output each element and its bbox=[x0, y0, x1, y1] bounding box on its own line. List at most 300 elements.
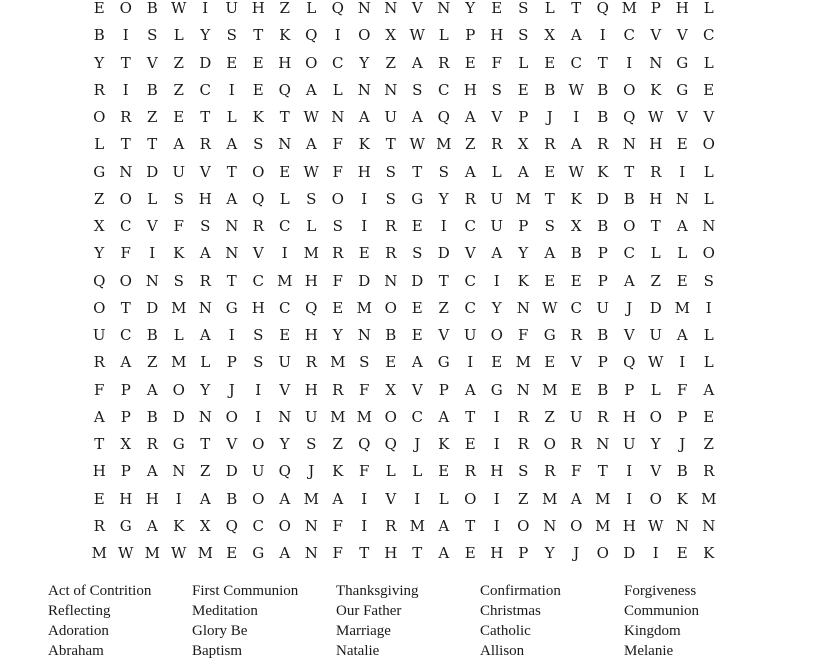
grid-letter: B bbox=[146, 80, 158, 99]
grid-letter: R bbox=[438, 53, 450, 72]
word-list-item: Reflecting bbox=[48, 603, 111, 619]
grid-letter: I bbox=[705, 298, 712, 317]
grid-letter: M bbox=[303, 244, 319, 263]
grid-letter: S bbox=[253, 135, 264, 154]
grid-letter: P bbox=[597, 353, 608, 372]
grid-letter: X bbox=[120, 435, 132, 453]
grid-letter: O bbox=[278, 516, 291, 535]
grid-letter: L bbox=[544, 0, 555, 17]
grid-letter: M bbox=[621, 0, 637, 17]
grid-letter: G bbox=[172, 435, 185, 453]
grid-letter: B bbox=[146, 407, 158, 426]
grid-letter: K bbox=[703, 544, 715, 562]
grid-letter: D bbox=[225, 462, 238, 481]
grid-letter: Y bbox=[200, 380, 211, 399]
grid-letter: L bbox=[306, 217, 317, 235]
grid-letter: M bbox=[330, 353, 346, 372]
grid-letter: X bbox=[517, 135, 529, 154]
word-list-item: Allison bbox=[480, 643, 525, 659]
word-list-item: Our Father bbox=[336, 603, 402, 619]
grid-letter: E bbox=[438, 462, 450, 481]
grid-letter: O bbox=[464, 489, 477, 508]
grid-letter: U bbox=[304, 407, 318, 426]
grid-letter: K bbox=[570, 189, 582, 208]
grid-letter: Q bbox=[384, 435, 397, 453]
grid-letter: Y bbox=[94, 244, 105, 263]
grid-letter: H bbox=[649, 135, 663, 154]
grid-letter: A bbox=[676, 217, 688, 235]
grid-letter: L bbox=[650, 380, 661, 399]
grid-letter: C bbox=[570, 298, 582, 317]
grid-letter: N bbox=[675, 189, 689, 208]
grid-letter: K bbox=[676, 489, 688, 508]
grid-letter: Z bbox=[518, 489, 529, 508]
grid-letter: F bbox=[94, 380, 105, 399]
grid-letter: N bbox=[384, 0, 398, 17]
grid-letter: U bbox=[649, 326, 663, 344]
grid-letter: K bbox=[597, 162, 609, 181]
grid-letter: I bbox=[679, 162, 686, 181]
grid-letter: N bbox=[331, 108, 345, 126]
grid-letter: O bbox=[623, 217, 636, 235]
word-list bbox=[48, 581, 768, 661]
grid-letter: T bbox=[226, 271, 237, 290]
grid-letter: I bbox=[361, 516, 368, 535]
grid-letter: M bbox=[542, 380, 558, 399]
grid-letter: R bbox=[385, 217, 397, 235]
grid-letter: C bbox=[570, 53, 582, 72]
grid-letter: R bbox=[650, 162, 662, 181]
grid-letter: W bbox=[542, 298, 558, 317]
grid-letter: W bbox=[648, 108, 664, 126]
grid-letter: I bbox=[122, 26, 129, 45]
grid-letter: B bbox=[597, 326, 609, 344]
grid-letter: J bbox=[626, 298, 633, 317]
grid-letter: Q bbox=[623, 108, 636, 126]
grid-letter: B bbox=[597, 380, 609, 399]
grid-letter: K bbox=[358, 135, 370, 154]
grid-letter: T bbox=[597, 462, 608, 481]
grid-letter: G bbox=[225, 298, 238, 317]
grid-letter: X bbox=[385, 380, 397, 399]
grid-letter: E bbox=[358, 244, 370, 263]
grid-letter: N bbox=[649, 53, 663, 72]
grid-letter: N bbox=[119, 162, 133, 181]
grid-letter: E bbox=[173, 108, 185, 126]
grid-letter: C bbox=[703, 26, 715, 45]
grid-letter: N bbox=[198, 298, 212, 317]
grid-letter: P bbox=[677, 407, 688, 426]
grid-letter: R bbox=[544, 462, 556, 481]
grid-letter: N bbox=[304, 516, 318, 535]
grid-letter: R bbox=[199, 135, 211, 154]
grid-letter: M bbox=[595, 489, 611, 508]
grid-letter: I bbox=[467, 353, 474, 372]
grid-letter: L bbox=[94, 135, 105, 154]
grid-letter: O bbox=[649, 407, 662, 426]
grid-letter: O bbox=[119, 271, 132, 290]
grid-letter: R bbox=[517, 435, 529, 453]
grid-letter: O bbox=[119, 189, 132, 208]
grid-letter: F bbox=[332, 162, 343, 181]
grid-letter: H bbox=[490, 462, 504, 481]
grid-letter: E bbox=[252, 80, 264, 99]
grid-letter: V bbox=[279, 380, 291, 399]
grid-letter: H bbox=[119, 489, 133, 508]
grid-letter: H bbox=[357, 162, 371, 181]
grid-letter: Q bbox=[623, 353, 636, 372]
grid-letter: U bbox=[384, 108, 398, 126]
grid-letter: A bbox=[358, 108, 370, 126]
grid-letter: E bbox=[411, 217, 423, 235]
grid-letter: E bbox=[226, 53, 238, 72]
grid-letter: K bbox=[438, 435, 450, 453]
grid-letter: L bbox=[703, 353, 714, 372]
grid-letter: I bbox=[281, 244, 288, 263]
grid-letter: S bbox=[200, 217, 211, 235]
grid-letter: E bbox=[570, 380, 582, 399]
grid-letter: Y bbox=[544, 544, 555, 562]
grid-letter: H bbox=[622, 407, 636, 426]
grid-letter: M bbox=[197, 544, 213, 562]
grid-letter: A bbox=[305, 80, 317, 99]
grid-letter: A bbox=[570, 135, 582, 154]
word-list-item: Catholic bbox=[480, 623, 531, 639]
grid-letter: I bbox=[493, 435, 500, 453]
grid-letter: M bbox=[542, 489, 558, 508]
grid-letter: Q bbox=[437, 108, 450, 126]
grid-letter: V bbox=[570, 353, 582, 372]
grid-letter: Y bbox=[359, 53, 370, 72]
grid-letter: I bbox=[493, 489, 500, 508]
grid-letter: A bbox=[623, 271, 635, 290]
grid-letter: Y bbox=[650, 435, 661, 453]
grid-letter: I bbox=[414, 489, 421, 508]
grid-letter: H bbox=[649, 189, 663, 208]
grid-letter: L bbox=[703, 326, 714, 344]
grid-letter: I bbox=[255, 407, 262, 426]
grid-letter: U bbox=[92, 326, 106, 344]
word-list-item: Marriage bbox=[336, 623, 391, 639]
grid-letter: O bbox=[93, 108, 106, 126]
grid-letter: E bbox=[676, 135, 688, 154]
grid-letter: N bbox=[198, 407, 212, 426]
grid-letter: S bbox=[173, 189, 184, 208]
grid-letter: M bbox=[515, 353, 531, 372]
grid-letter: I bbox=[149, 244, 156, 263]
grid-letter: G bbox=[437, 353, 450, 372]
grid-letter: R bbox=[464, 189, 476, 208]
grid-letter: Y bbox=[279, 435, 290, 453]
grid-letter: Y bbox=[438, 189, 449, 208]
grid-letter: E bbox=[544, 271, 556, 290]
grid-letter: E bbox=[703, 80, 715, 99]
grid-letter: O bbox=[649, 489, 662, 508]
grid-letter: T bbox=[465, 407, 476, 426]
grid-letter: A bbox=[120, 353, 132, 372]
grid-letter: Z bbox=[147, 353, 158, 372]
grid-letter: E bbox=[544, 353, 556, 372]
grid-letter: C bbox=[411, 407, 423, 426]
grid-letter: A bbox=[226, 135, 238, 154]
grid-letter: F bbox=[571, 462, 582, 481]
grid-letter: Z bbox=[147, 108, 158, 126]
grid-letter: I bbox=[228, 80, 235, 99]
grid-letter: R bbox=[385, 516, 397, 535]
grid-letter: M bbox=[91, 544, 107, 562]
grid-letter: X bbox=[199, 516, 211, 535]
grid-letter: H bbox=[622, 516, 636, 535]
grid-letter: I bbox=[493, 271, 500, 290]
grid-letter: I bbox=[626, 489, 633, 508]
grid-letter: P bbox=[624, 380, 635, 399]
grid-letter: N bbox=[357, 0, 371, 17]
grid-letter: W bbox=[648, 353, 664, 372]
grid-letter: O bbox=[596, 544, 609, 562]
grid-letter: T bbox=[200, 108, 211, 126]
grid-letter: Y bbox=[518, 244, 529, 263]
grid-letter: P bbox=[518, 544, 529, 562]
grid-letter: Z bbox=[385, 53, 396, 72]
grid-letter: O bbox=[358, 26, 371, 45]
grid-letter: G bbox=[676, 80, 689, 99]
grid-letter: V bbox=[703, 108, 715, 126]
grid-letter: L bbox=[385, 462, 396, 481]
grid-letter: C bbox=[252, 271, 264, 290]
grid-letter: D bbox=[172, 407, 185, 426]
grid-letter: V bbox=[438, 326, 450, 344]
grid-letter: S bbox=[226, 26, 237, 45]
grid-letter: S bbox=[385, 189, 396, 208]
grid-letter: B bbox=[597, 80, 609, 99]
word-list-item: Kingdom bbox=[624, 623, 681, 639]
grid-letter: I bbox=[626, 53, 633, 72]
grid-letter: K bbox=[517, 271, 529, 290]
grid-letter: Z bbox=[200, 462, 211, 481]
grid-letter: Q bbox=[225, 516, 238, 535]
grid-letter: A bbox=[411, 53, 423, 72]
grid-letter: R bbox=[332, 244, 344, 263]
grid-letter: A bbox=[146, 380, 158, 399]
grid-letter: D bbox=[358, 271, 371, 290]
grid-letter: U bbox=[172, 162, 186, 181]
grid-letter: L bbox=[703, 189, 714, 208]
grid-letter: E bbox=[517, 80, 529, 99]
grid-letter: X bbox=[544, 26, 556, 45]
grid-letter: S bbox=[518, 26, 529, 45]
grid-letter: I bbox=[626, 462, 633, 481]
grid-letter: T bbox=[412, 162, 423, 181]
grid-letter: S bbox=[438, 162, 449, 181]
grid-letter: T bbox=[650, 217, 661, 235]
grid-letter: N bbox=[516, 298, 530, 317]
grid-letter: R bbox=[597, 135, 609, 154]
grid-letter: O bbox=[702, 244, 715, 263]
grid-letter: T bbox=[412, 544, 423, 562]
grid-letter: L bbox=[173, 26, 184, 45]
grid-letter: R bbox=[332, 380, 344, 399]
grid-letter: N bbox=[172, 462, 186, 481]
grid-letter: P bbox=[120, 462, 131, 481]
grid-letter: R bbox=[93, 516, 105, 535]
grid-letter: A bbox=[332, 489, 344, 508]
grid-letter: C bbox=[464, 271, 476, 290]
grid-letter: M bbox=[595, 516, 611, 535]
grid-letter: E bbox=[676, 544, 688, 562]
grid-letter: H bbox=[490, 26, 504, 45]
grid-letter: A bbox=[173, 135, 185, 154]
grid-letter: Q bbox=[278, 80, 291, 99]
grid-letter: U bbox=[569, 407, 583, 426]
grid-letter: R bbox=[703, 462, 715, 481]
grid-letter: V bbox=[491, 108, 503, 126]
grid-letter: V bbox=[411, 0, 423, 17]
grid-letter: M bbox=[171, 298, 187, 317]
grid-letter: E bbox=[676, 271, 688, 290]
grid-letter: W bbox=[409, 135, 425, 154]
grid-letter: L bbox=[147, 189, 158, 208]
word-list-item: Baptism bbox=[192, 643, 243, 659]
grid-letter: L bbox=[703, 0, 714, 17]
grid-letter: N bbox=[384, 80, 398, 99]
grid-letter: E bbox=[226, 544, 238, 562]
grid-letter: V bbox=[411, 380, 423, 399]
grid-letter: O bbox=[172, 380, 185, 399]
grid-letter: I bbox=[334, 26, 341, 45]
grid-letter: X bbox=[385, 26, 397, 45]
grid-letter: E bbox=[385, 353, 397, 372]
grid-letter: P bbox=[120, 407, 131, 426]
grid-letter: D bbox=[437, 244, 450, 263]
grid-letter: S bbox=[703, 271, 714, 290]
grid-letter: L bbox=[650, 244, 661, 263]
grid-letter: S bbox=[385, 162, 396, 181]
grid-letter: H bbox=[251, 298, 265, 317]
grid-letter: E bbox=[570, 271, 582, 290]
grid-letter: Z bbox=[703, 435, 714, 453]
grid-letter: H bbox=[251, 0, 265, 17]
grid-letter: H bbox=[304, 271, 318, 290]
grid-letter: E bbox=[464, 53, 476, 72]
grid-letter: L bbox=[491, 162, 502, 181]
word-list-item: Abraham bbox=[48, 643, 104, 659]
grid-letter: H bbox=[490, 544, 504, 562]
grid-letter: P bbox=[120, 380, 131, 399]
grid-letter: C bbox=[623, 26, 635, 45]
grid-letter: L bbox=[518, 53, 529, 72]
grid-letter: L bbox=[173, 326, 184, 344]
grid-letter: N bbox=[304, 544, 318, 562]
grid-letter: F bbox=[332, 271, 343, 290]
grid-letter: O bbox=[119, 0, 132, 17]
grid-letter: R bbox=[305, 353, 317, 372]
grid-letter: A bbox=[146, 516, 158, 535]
grid-letter: M bbox=[171, 353, 187, 372]
grid-letter: O bbox=[225, 407, 238, 426]
grid-letter: T bbox=[279, 108, 290, 126]
grid-letter: A bbox=[570, 489, 582, 508]
grid-letter: U bbox=[225, 0, 239, 17]
grid-letter: L bbox=[332, 80, 343, 99]
grid-letter: H bbox=[145, 489, 159, 508]
grid-letter: G bbox=[93, 162, 106, 181]
grid-letter: C bbox=[279, 298, 291, 317]
grid-letter: P bbox=[226, 353, 237, 372]
grid-letter: L bbox=[279, 189, 290, 208]
grid-letter: K bbox=[173, 516, 185, 535]
grid-letter: N bbox=[278, 407, 292, 426]
grid-letter: L bbox=[200, 353, 211, 372]
grid-letter: N bbox=[675, 516, 689, 535]
grid-letter: G bbox=[252, 544, 265, 562]
grid-letter: C bbox=[623, 244, 635, 263]
grid-letter: Z bbox=[650, 271, 661, 290]
grid-letter: C bbox=[464, 298, 476, 317]
grid-letter: F bbox=[518, 326, 529, 344]
grid-letter: V bbox=[252, 244, 264, 263]
grid-letter: O bbox=[490, 326, 503, 344]
grid-letter: M bbox=[674, 298, 690, 317]
grid-letter: R bbox=[93, 353, 105, 372]
grid-letter: E bbox=[491, 353, 503, 372]
grid-letter: G bbox=[490, 380, 503, 399]
grid-letter: O bbox=[702, 135, 715, 154]
grid-letter: G bbox=[676, 53, 689, 72]
grid-letter: I bbox=[361, 189, 368, 208]
grid-letter: P bbox=[518, 108, 529, 126]
grid-letter: O bbox=[517, 516, 530, 535]
grid-letter: N bbox=[357, 326, 371, 344]
grid-letter: S bbox=[147, 26, 158, 45]
grid-letter: W bbox=[171, 544, 187, 562]
grid-letter: A bbox=[411, 108, 423, 126]
grid-letter: O bbox=[623, 80, 636, 99]
grid-letter: W bbox=[303, 162, 319, 181]
grid-letter: O bbox=[93, 298, 106, 317]
grid-letter: T bbox=[597, 53, 608, 72]
grid-letter: W bbox=[118, 544, 134, 562]
grid-letter: J bbox=[414, 435, 421, 453]
grid-letter: H bbox=[675, 0, 689, 17]
grid-letter: U bbox=[596, 298, 610, 317]
grid-letter: L bbox=[438, 26, 449, 45]
grid-letter: A bbox=[146, 462, 158, 481]
letter-grid bbox=[86, 0, 722, 567]
grid-letter: N bbox=[225, 217, 239, 235]
grid-letter: T bbox=[465, 516, 476, 535]
grid-letter: D bbox=[596, 189, 609, 208]
grid-letter: O bbox=[570, 516, 583, 535]
grid-letter: C bbox=[120, 217, 132, 235]
grid-letter: H bbox=[304, 380, 318, 399]
grid-letter: A bbox=[570, 26, 582, 45]
grid-letter: E bbox=[252, 53, 264, 72]
grid-letter: A bbox=[199, 489, 211, 508]
grid-letter: A bbox=[279, 544, 291, 562]
grid-letter: K bbox=[252, 108, 264, 126]
grid-letter: C bbox=[252, 516, 264, 535]
grid-letter: I bbox=[440, 217, 447, 235]
grid-letter: B bbox=[623, 189, 635, 208]
grid-letter: J bbox=[308, 462, 315, 481]
grid-letter: A bbox=[517, 162, 529, 181]
grid-letter: U bbox=[251, 462, 265, 481]
grid-letter: N bbox=[357, 80, 371, 99]
grid-letter: V bbox=[385, 489, 397, 508]
grid-letter: J bbox=[679, 435, 686, 453]
grid-letter: O bbox=[305, 53, 318, 72]
grid-letter: H bbox=[384, 544, 398, 562]
